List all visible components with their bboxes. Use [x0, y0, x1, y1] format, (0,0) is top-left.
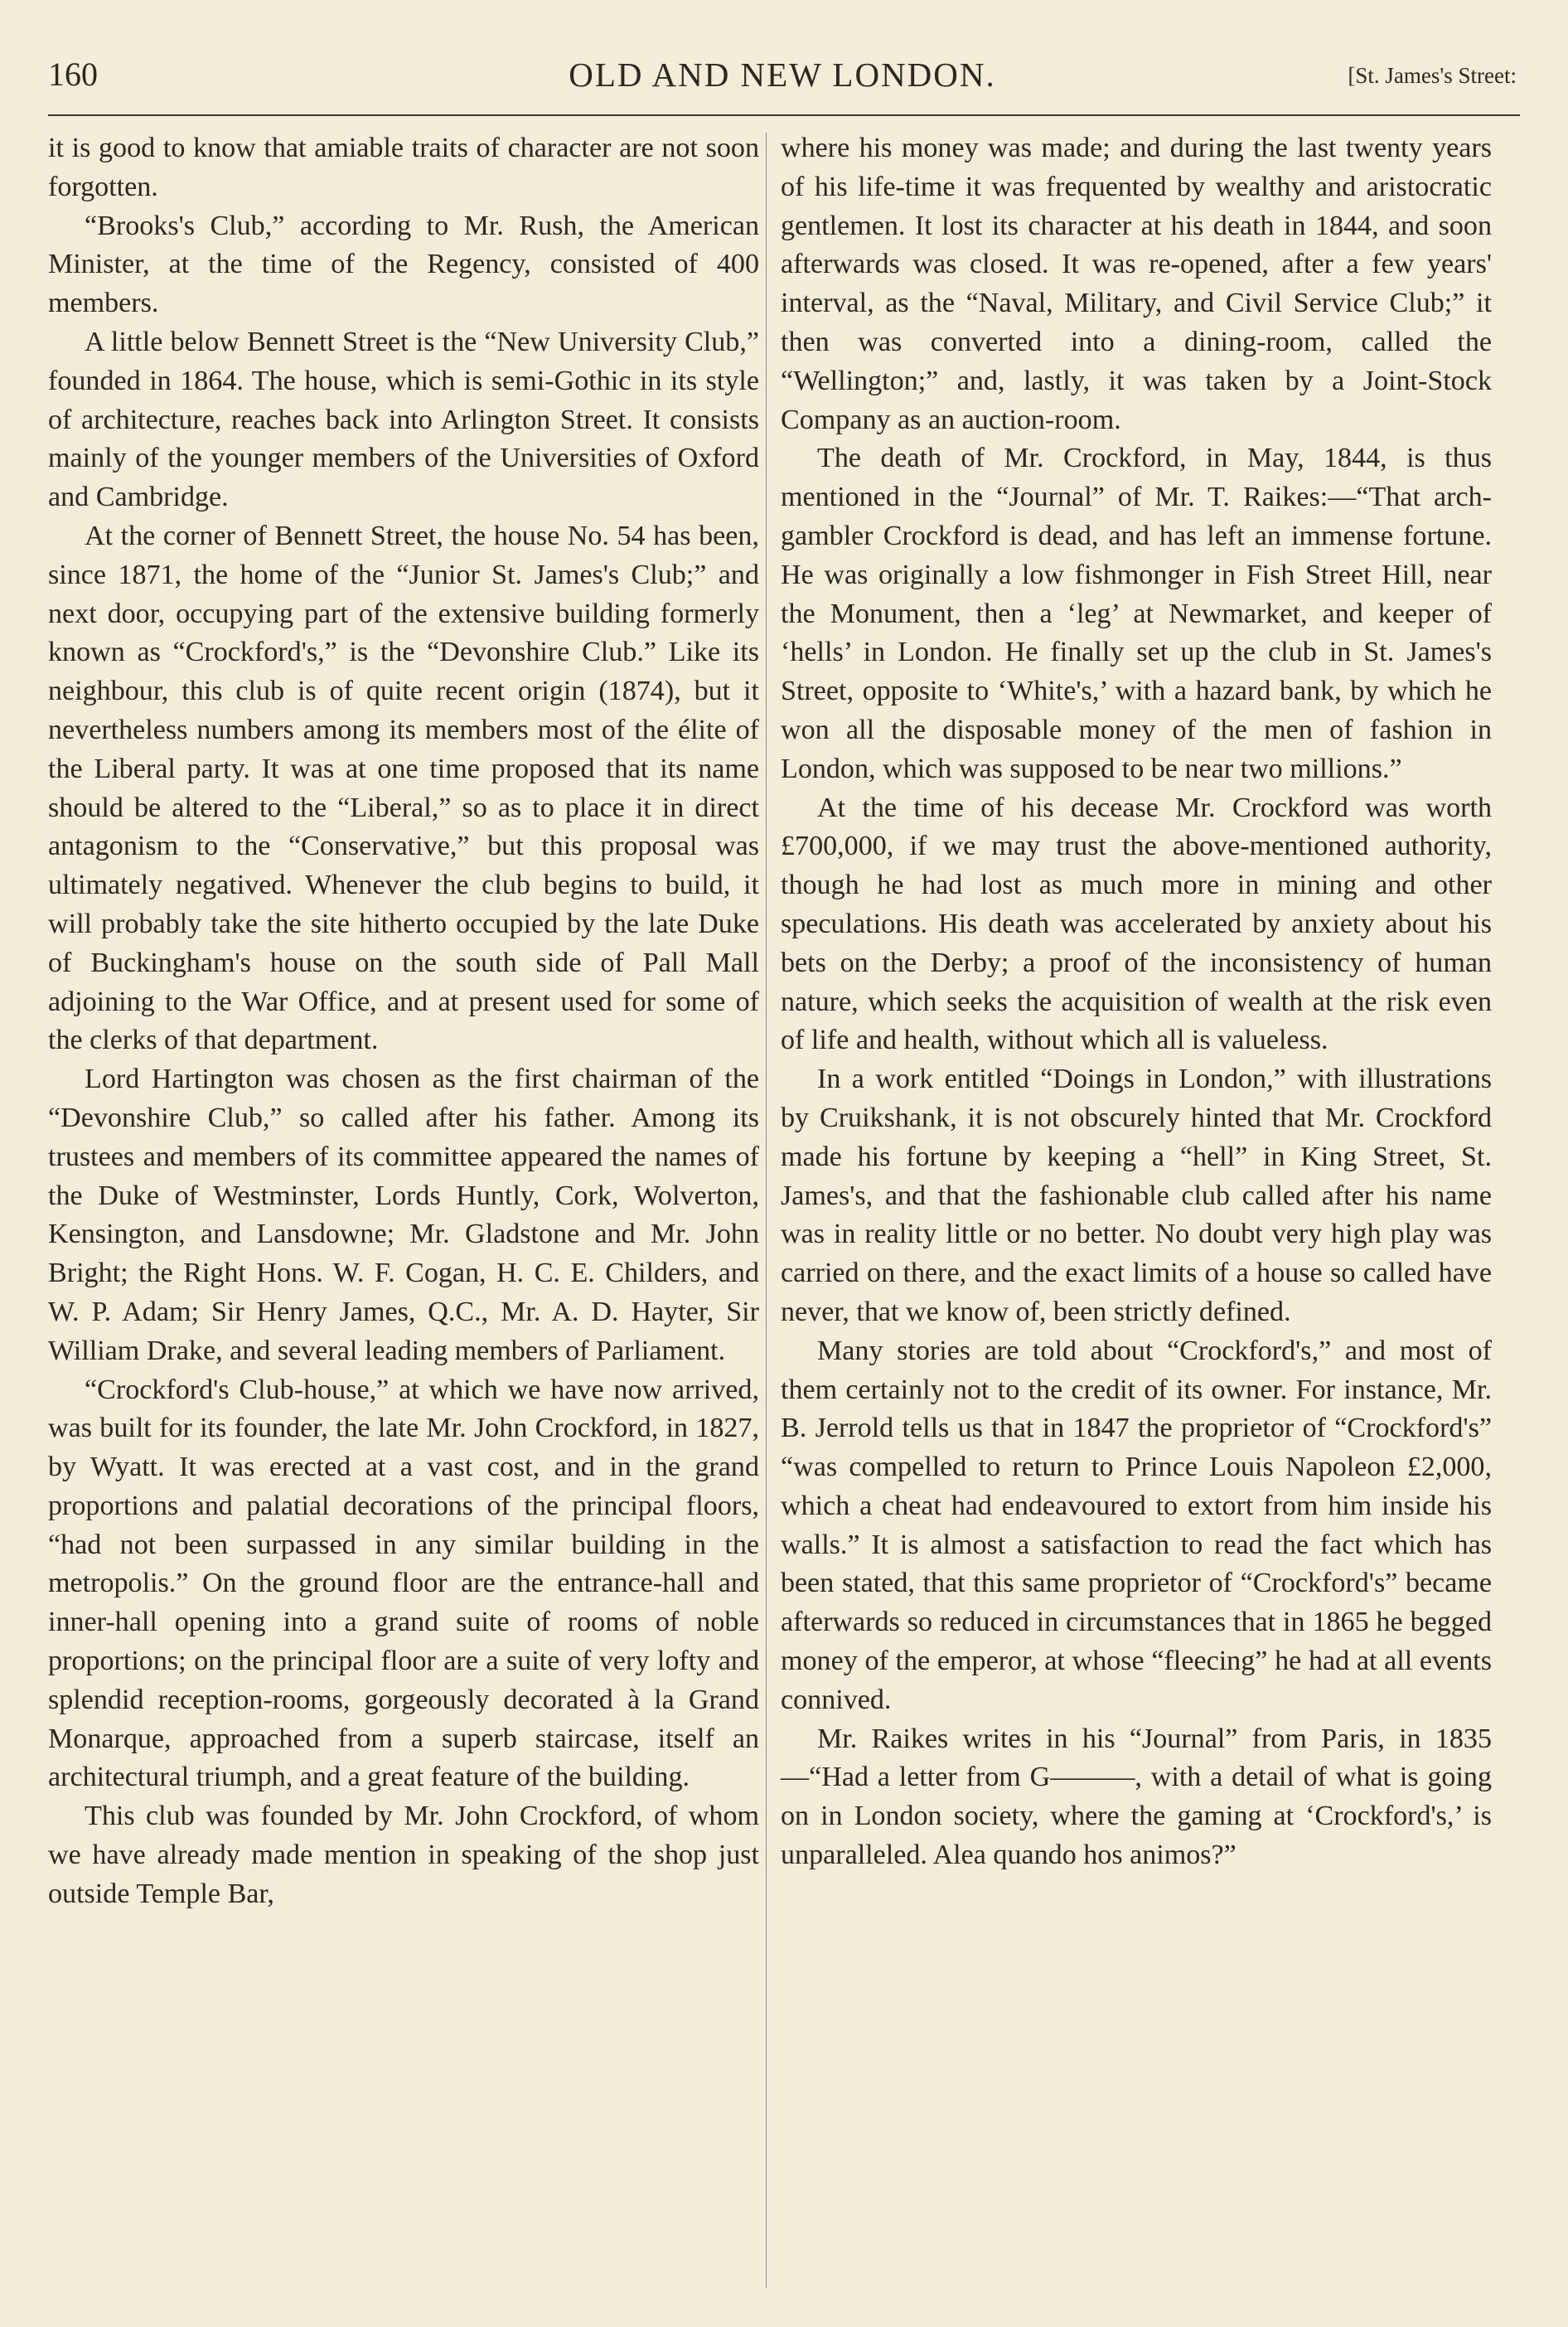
column-divider: [766, 133, 767, 2288]
right-column: [781, 129, 1492, 1875]
section-heading: [St. James's Street:: [1348, 63, 1517, 88]
paragraph: “Crockford's Club-house,” at which we have now arrived, was built for its founder, the late Mr. John Crockford, in 1827, by Wyatt. It was erected at a vast cost, and in the grand proportions and palatial decorations of the principal floors, “had not been surpassed in any similar building in the metropolis.” On the ground floor are the entrance-hall and inner-hall opening into a grand suite of rooms of noble proportions; on the principal floor are a suite of very lofty and splendid reception-rooms, gorgeously decorated à la Grand Monarque, approached from a superb staircase, itself an architectural triumph, and a great feature of the building.: [48, 1374, 759, 1793]
paragraph: Many stories are told about “Crockford's,” and most of them certainly not to the credit of its owner. For instance, Mr. B. Jerrold tells us that in 1847 the proprietor of “Crockford's” “was compelled to return to Prince Louis Napoleon £2,000, which a cheat had endeavoured to extort from him inside his walls.” It is almost a satisfaction to read the fact which has been stated, that this same proprietor of “Crockford's” became afterwards so reduced in circumstances that in 1865 he begged money of the emperor, at whose “fleecing” he had at all events connived.: [781, 1335, 1492, 1715]
running-title: OLD AND NEW LONDON.: [569, 56, 996, 94]
paragraph: The death of Mr. Crockford, in May, 1844, is thus mentioned in the “Journal” of Mr. T. Raikes:—“That arch-gambler Crockford is dead, and has left an immense fortune. He was originally a low fishmonger in Fish Street Hill, near the Monument, then a ‘leg’ at Newmarket, and keeper of ‘hells’ in London. He finally set up the club in St. James's Street, opposite to ‘White's,’ with a hazard bank, by which he won all the disposable money of the men of fashion in London, which was supposed to be near two millions.”: [781, 443, 1492, 784]
paragraph: This club was founded by Mr. John Crockford, of whom we have already made mention in speaking of the shop just outside Temple Bar,: [48, 1801, 759, 1909]
paragraph: Mr. Raikes writes in his “Journal” from Paris, in 1835—“Had a letter from G———, with a detail of what is going on in London society, where the gaming at ‘Crockford's,’ is unparalleled. Alea quando hos animos?”: [781, 1723, 1492, 1871]
paragraph: where his money was made; and during the last twenty years of his life-time it was frequented by wealthy and aristocratic gentlemen. It lost its character at his death in 1844, and soon afterwards was closed. It was re-opened, after a few years' interval, as the “Naval, Military, and Civil Service Club;” it then was converted into a dining-room, called the “Wellington;” and, lastly, it was taken by a Joint-Stock Company as an auction-room.: [781, 133, 1492, 435]
paragraph: At the time of his decease Mr. Crockford was worth £700,000, if we may trust the above-mentioned authority, though he had lost as much more in mining and other speculations. His death was accelerated by anxiety about his bets on the Derby; a proof of the inconsistency of human nature, which seeks the acquisition of wealth at the risk even of life and health, without which all is valueless.: [781, 792, 1492, 1056]
paragraph: “Brooks's Club,” according to Mr. Rush, the American Minister, at the time of the Regency, consisted of 400 members.: [48, 210, 759, 319]
left-column: [48, 129, 759, 1914]
paragraph: Lord Hartington was chosen as the first chairman of the “Devonshire Club,” so called after his father. Among its trustees and members of its committee appeared the names of the Duke of Westminster, Lords Huntly, Cork, Wolverton, Kensington, and Lansdowne; Mr. Gladstone and Mr. John Bright; the Right Hons. W. F. Cogan, H. C. E. Childers, and W. P. Adam; Sir Henry James, Q.C., Mr. A. D. Hayter, Sir William Drake, and several leading members of Parliament.: [48, 1064, 759, 1366]
paragraph: At the corner of Bennett Street, the house No. 54 has been, since 1871, the home of the “Junior St. James's Club;” and next door, occupying part of the extensive building formerly known as “Crockford's,” is the “Devonshire Club.” Like its neighbour, this club is of quite recent origin (1874), but it nevertheless numbers among its members most of the élite of the Liberal party. It was at one time proposed that its name should be altered to the “Liberal,” so as to place it in direct antagonism to the “Conservative,” but this proposal was ultimately negatived. Whenever the club begins to build, it will probably take the site hitherto occupied by the late Duke of Buckingham's house on the south side of Pall Mall adjoining to the War Office, and at present used for some of the clerks of that department.: [48, 520, 759, 1056]
paragraph: A little below Bennett Street is the “New University Club,” founded in 1864. The house, which is semi-Gothic in its style of architecture, reaches back into Arlington Street. It consists mainly of the younger members of the Universities of Oxford and Cambridge.: [48, 326, 759, 513]
paragraph: it is good to know that amiable traits of character are not soon forgotten.: [48, 133, 759, 202]
paragraph: In a work entitled “Doings in London,” with illustrations by Cruikshank, it is not obscurely hinted that Mr. Crockford made his fortune by keeping a “hell” in King Street, St. James's, and that the fashionable club called after his name was in reality little or no better. No doubt very high play was carried on there, and the exact limits of a house so called have never, that we know of, been strictly defined.: [781, 1064, 1492, 1327]
header-rule: [48, 114, 1520, 116]
running-header: [48, 55, 1517, 104]
page-number: 160: [48, 56, 98, 93]
